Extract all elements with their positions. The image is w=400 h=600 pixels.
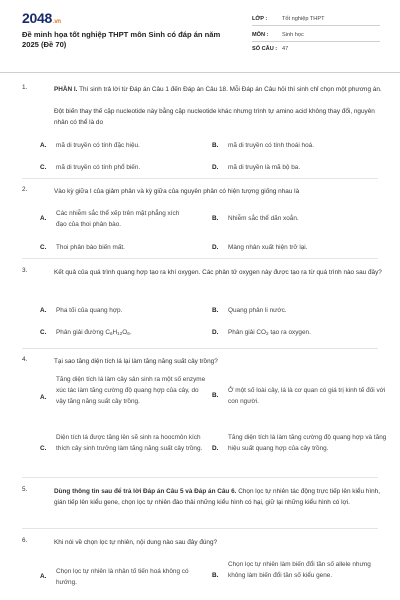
shared-info-label: Dùng thông tin sau để trả lời Đáp án Câu 5 và Đáp án Câu 6. bbox=[54, 488, 237, 495]
option-d-text bbox=[228, 327, 386, 338]
question-text: Khi nói về chọn lọc tự nhiên, nội dung nào sau đây đúng? bbox=[54, 539, 218, 546]
meta-subject-value: Sinh học bbox=[282, 32, 304, 38]
option-b-text: Nhiễm sắc thể dãn xoắn. bbox=[228, 215, 299, 222]
formula-sub: 6 bbox=[109, 331, 113, 336]
part-label: PHẦN I. bbox=[54, 86, 78, 93]
meta-divider bbox=[252, 41, 380, 42]
formula-part: tạo ra oxygen. bbox=[268, 329, 311, 336]
site-logo[interactable] bbox=[22, 10, 61, 26]
exam-title: Đề minh họa tốt nghiệp THPT môn Sinh có đáp án năm 2025 (Đề 70) bbox=[22, 30, 221, 49]
question-text bbox=[54, 84, 382, 95]
option-d-text: Tăng diện tích lá làm tăng cường độ quang hợp và tăng hiệu suất quang hợp của cây trồng. bbox=[228, 434, 387, 452]
formula-sub: 6 bbox=[127, 331, 130, 336]
option-a-text: mã di truyền có tính đặc hiệu. bbox=[56, 142, 140, 149]
part-instructions: Thí sinh trả lời từ Đáp án Câu 1 đến Đáp án Câu 18. Mỗi Đáp án Câu hỏi thí sinh chỉ chọn một phương án. bbox=[77, 86, 382, 93]
formula-part: H bbox=[112, 329, 118, 336]
meta-count-key: SỐ CÂU : bbox=[252, 46, 278, 52]
meta-subject-key: MÔN : bbox=[252, 32, 269, 38]
option-d-text: Màng nhân xuất hiện trở lại. bbox=[228, 244, 308, 251]
formula-part: . bbox=[129, 329, 132, 336]
option-d-text: mã di truyền là mã bộ ba. bbox=[228, 164, 301, 171]
option-c-text: mã di truyền có tính phổ biến. bbox=[56, 164, 141, 171]
question-number: 2. bbox=[22, 186, 28, 193]
option-a-text: Pha tối của quang hợp. bbox=[56, 307, 123, 314]
question-number: 5. bbox=[22, 486, 28, 493]
exam-page: 2048.vn Đề minh họa tốt nghiệp THPT môn Sinh có đáp án năm 2025 (Đề 70) LỚP : Tốt nghiệp THPT MÔN : Sinh học SỐ CÂU : 47 1. PHẦN I. Thí sinh trả lời từ Đáp án Câu 1 đến Đáp án Câu 18. Mỗi Đáp án Câu hỏi thí sinh chỉ chọn một phương án. Đột biến thay thế cặp nucleotide này bằng cặp nucleotide khác nhưng trình tự amino acid không thay đổi, nguyên nhân có thể là do A. mã di truyền có tính đặc hiệu. B. mã di truyền có tính thoái hoá. C. mã di truyền có tính phổ biến. D. mã di truyền là mã bộ ba. 2. Vào kỳ giữa I của giảm phân và kỳ giữa của nguyên phân có hiện tượng giống nhau là A. Các nhiễm sắc thể xếp trên mặt phẳng xích đạo của thoi phân bào. B. Nhiễm sắc thể dãn xoắn. C. Thoi phân bào biến mất. D. Màng nhân xuất hiện trở lại. 3. Kết quả của quá trình quang hợp tạo ra khí oxygen. Các phân tử oxygen này được tạo ra từ quá trình nào sau đây? A. Pha tối của quang hợp. B. Quang phân li nước. C. Phân giải đường $C_6H_{12}O_6$. D. Phân giải $CO_2$ tạo ra oxygen. 4. Tại sao tăng diện tích lá lại làm tăng năng suất cây trồng? A. Tăng diện tích lá làm cây sản sinh ra một số enzyme xúc tác làm tăng cường độ quang hợp của cây, do vậy tăng năng suất cây trồng. B. Ở một số loài cây, lá là cơ quan có giá trị kinh tế đối với con người. C. Diện tích lá được tăng lên sẽ sinh ra hoocmôn kích thích cây sinh trưởng làm tăng năng suất cây trồng. D. Tăng diện tích lá làm tăng cường độ quang hợp và tăng hiệu suất quang hợp của cây trồng. 5. Dùng thông tin sau để trả lời Đáp án Câu 5 và Đáp án Câu 6. Chọn lọc tự nhiên tác động trực tiếp lên kiểu hình, gián tiếp lên kiểu gene, chọn lọc tự nhiên đào thải những kiểu hình có hại, giữ lại những kiểu hình có lợi. 6. Khi nói về chọn lọc tự nhiên, nội dung nào sau đây đúng? A. Chọn lọc tự nhiên là nhân tố tiến hoá không có hướng. B. Chọn lọc tự nhiên làm biến đổi tần số allele nhưng không làm biến đổi tần số kiểu gene. bbox=[0, 0, 400, 600]
option-a-text: Chọn lọc tự nhiên là nhân tố tiến hoá không có hướng. bbox=[56, 568, 189, 586]
option-c-text: Thoi phân bào biến mất. bbox=[56, 244, 125, 251]
question-divider bbox=[22, 258, 378, 259]
formula-sub: 12 bbox=[117, 331, 123, 336]
option-b-text: Quang phân li nước. bbox=[228, 307, 287, 314]
option-b-text: mã di truyền có tính thoái hoá. bbox=[228, 142, 314, 149]
option-b-text: Ở một số loài cây, lá là cơ quan có giá trị kinh tế đối với con người. bbox=[228, 387, 386, 405]
header bbox=[0, 0, 400, 73]
formula-sub: 2 bbox=[266, 331, 269, 336]
question-number: 1. bbox=[22, 84, 28, 91]
option-c-text: Diện tích lá được tăng lên sẽ sinh ra hoocmôn kích thích cây sinh trưởng làm tăng năng suất cây trồng. bbox=[56, 434, 203, 452]
question-number: 4. bbox=[22, 356, 28, 363]
question-text: Tại sao tăng diện tích lá lại làm tăng năng suất cây trồng? bbox=[54, 358, 218, 365]
formula-part: Phân giải đường C bbox=[56, 329, 110, 336]
option-a-text: Các nhiễm sắc thể xếp trên mặt phẳng xích đạo của thoi phân bào. bbox=[56, 210, 180, 228]
question-divider bbox=[22, 348, 378, 349]
question-stem: Đột biến thay thế cặp nucleotide này bằng cặp nucleotide khác nhưng trình tự amino acid không thay đổi, nguyên nhân có thể là do bbox=[54, 108, 375, 126]
meta-divider bbox=[252, 25, 380, 26]
formula-part: Phân giải CO bbox=[228, 329, 267, 336]
question-divider bbox=[22, 528, 378, 529]
question-number: 3. bbox=[22, 267, 28, 274]
option-b-text: Chọn lọc tự nhiên làm biến đổi tần số allele nhưng không làm biến đổi tần số kiểu gene. bbox=[228, 561, 371, 579]
meta-class-value: Tốt nghiệp THPT bbox=[282, 16, 325, 22]
question-divider bbox=[22, 178, 378, 179]
meta-class-key: LỚP : bbox=[252, 16, 268, 22]
option-c-text bbox=[56, 327, 214, 338]
logo-suffix: .vn bbox=[52, 19, 61, 25]
meta-count-value: 47 bbox=[282, 46, 289, 52]
question-text: Vào kỳ giữa I của giảm phân và kỳ giữa của nguyên phân có hiện tượng giống nhau là bbox=[54, 188, 300, 195]
question-text: Kết quả của quá trình quang hợp tạo ra khí oxygen. Các phân tử oxygen này được tạo ra từ quá trình nào sau đây? bbox=[54, 269, 382, 276]
logo-text: 2048 bbox=[22, 10, 52, 26]
shared-info-text: Chọn lọc tự nhiên tác động trực tiếp lên kiểu hình, gián tiếp lên kiểu gene, chọn lọc tự nhiên đào thải những kiểu hình có hại, giữ lại những kiểu hình có lợi. bbox=[54, 488, 381, 506]
option-a-text: Tăng diện tích lá làm cây sản sinh ra một số enzyme xúc tác làm tăng cường độ quang hợp của cây, do vậy tăng năng suất cây trồng. bbox=[56, 376, 206, 405]
question-text bbox=[54, 486, 382, 508]
question-number: 6. bbox=[22, 537, 28, 544]
question-divider bbox=[22, 477, 378, 478]
formula-part: O bbox=[122, 329, 128, 336]
